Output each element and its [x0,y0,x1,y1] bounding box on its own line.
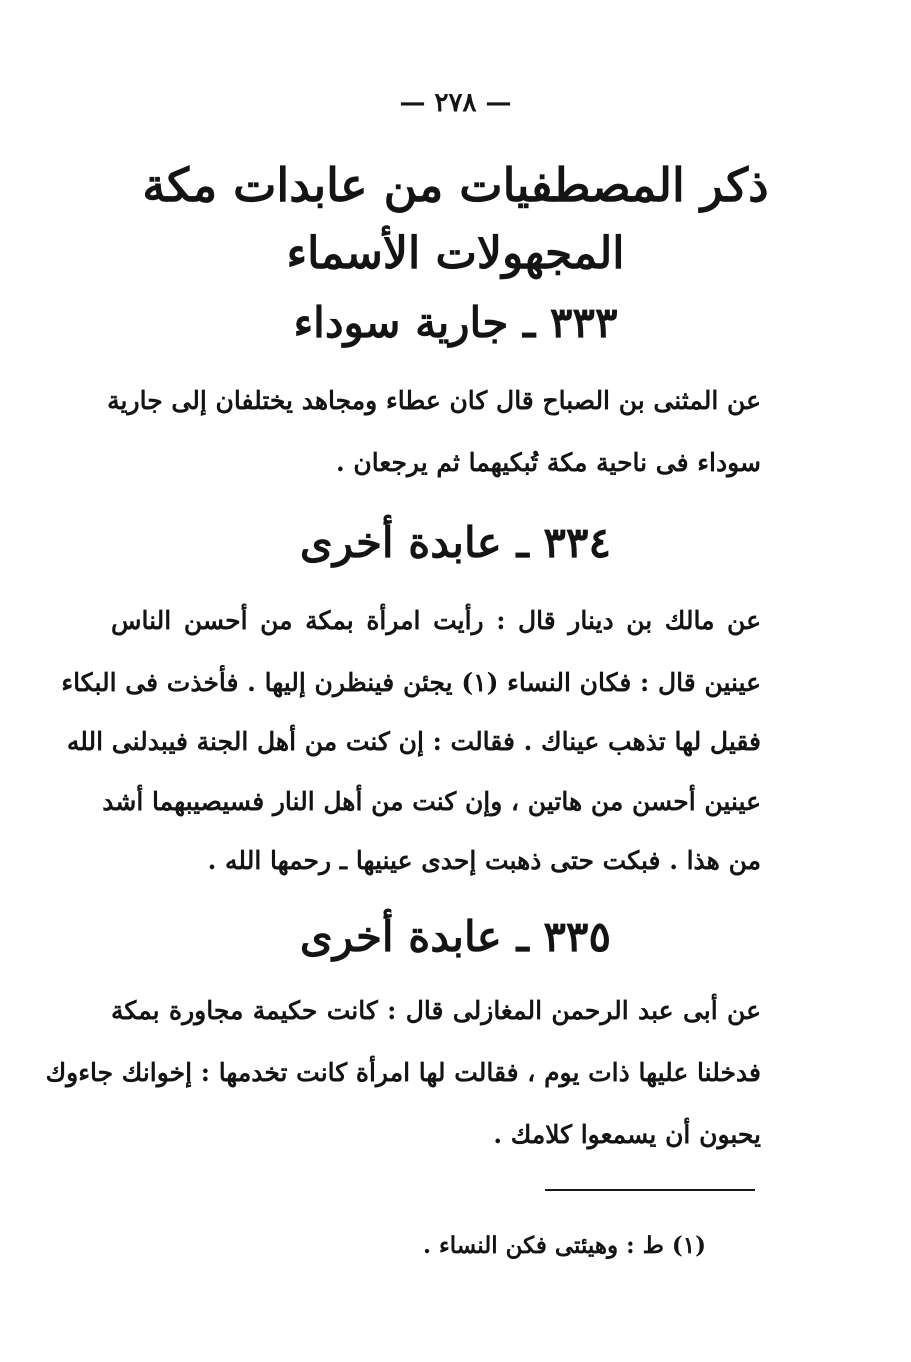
paragraph-line: من هذا . فبكت حتى ذهبت إحدى عينيها ـ رحمها الله . [207,846,761,875]
paragraph-line: يحبون أن يسمعوا كلامك . [493,1120,761,1149]
paragraph-line: عن أبى عبد الرحمن المغازلى قال : كانت حكيمة مجاورة بمكة [111,996,761,1025]
paragraph-line: عن المثنى بن الصباح قال كان عطاء ومجاهد يختلفان إلى جارية [107,386,761,415]
section-heading-333: ٣٣٣ ـ جارية سوداء [293,298,618,347]
paragraph-line: عينين أحسن من هاتين ، وإن كنت من أهل النار فسيصيبهما أشد [102,787,761,816]
paragraph-line: سوداء فى ناحية مكة تُبكيهما ثم يرجعان . [336,448,761,477]
paragraph-line: فدخلنا عليها ذات يوم ، فقالت لها امرأة كانت تخدمها : إخوانك جاءوك [45,1058,761,1087]
section-heading-334: ٣٣٤ ـ عابدة أخرى [299,518,612,567]
paragraph-line: فقيل لها تذهب عيناك . فقالت : إن كنت من أهل الجنة فيبدلنى الله [66,727,761,756]
paragraph-line: عينين قال : فكان النساء (١) يجئن فينظرن إليها . فأخذت فى البكاء [61,668,761,697]
footnote-divider [545,1189,755,1191]
paragraph-line: عن مالك بن دينار قال : رأيت امرأة بمكة من أحسن الناس [111,606,761,635]
section-heading-335: ٣٣٥ ـ عابدة أخرى [299,912,612,961]
page-number: — ٢٧٨ — [399,88,512,118]
chapter-title-line-1: ذكر المصطفيات من عابدات مكة [142,158,769,212]
chapter-title-line-2: المجهولات الأسماء [286,228,625,279]
footnote: (١) ط : وهيئتى فكن النساء . [422,1232,706,1259]
